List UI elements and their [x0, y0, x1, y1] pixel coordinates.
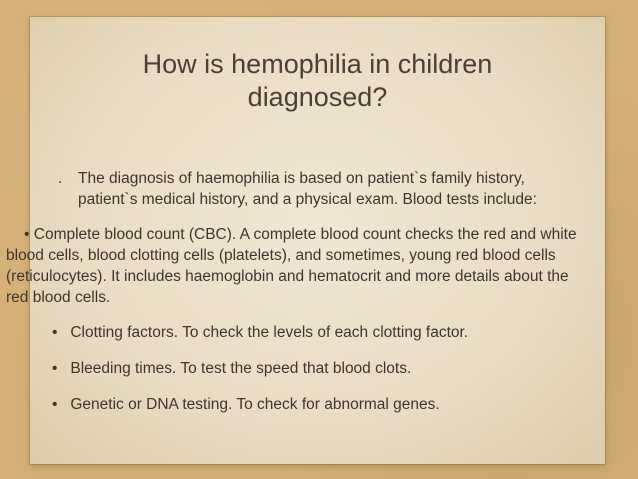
lead-marker: .	[58, 170, 63, 187]
bullet-text: Complete blood count (CBC). A complete blood count checks the red and white blood cells, blood clotting cells (platelets), and sometimes, young red blood cells (reticulocytes). It includes haemoglobin and hematocrit and more details about the red blood cells.	[6, 226, 577, 306]
title-line-2: diagnosed?	[247, 82, 388, 112]
bullet-item-cbc	[6, 224, 588, 308]
slide-title	[30, 48, 605, 114]
title-line-1: How is hemophilia in children	[142, 49, 493, 79]
bullet-text: Bleeding times. To test the speed that blood clots.	[70, 360, 412, 377]
lead-paragraph	[58, 168, 588, 210]
bullet-dot: •	[52, 360, 58, 377]
bullet-text: Clotting factors. To check the levels of each clotting factor.	[70, 324, 469, 341]
bullet-item-genetic	[32, 394, 588, 415]
bullet-item-clotting	[32, 322, 588, 343]
bullet-dot: •	[52, 396, 58, 413]
bullet-item-bleeding	[32, 358, 588, 379]
slide-body	[6, 168, 588, 430]
bullet-dot: •	[24, 226, 30, 243]
lead-text: The diagnosis of haemophilia is based on patient`s family history, patient`s medical history, and a physical exam. Blood tests include:	[78, 170, 537, 208]
bullet-text: Genetic or DNA testing. To check for abnormal genes.	[70, 396, 440, 413]
bullet-dot: •	[52, 324, 58, 341]
